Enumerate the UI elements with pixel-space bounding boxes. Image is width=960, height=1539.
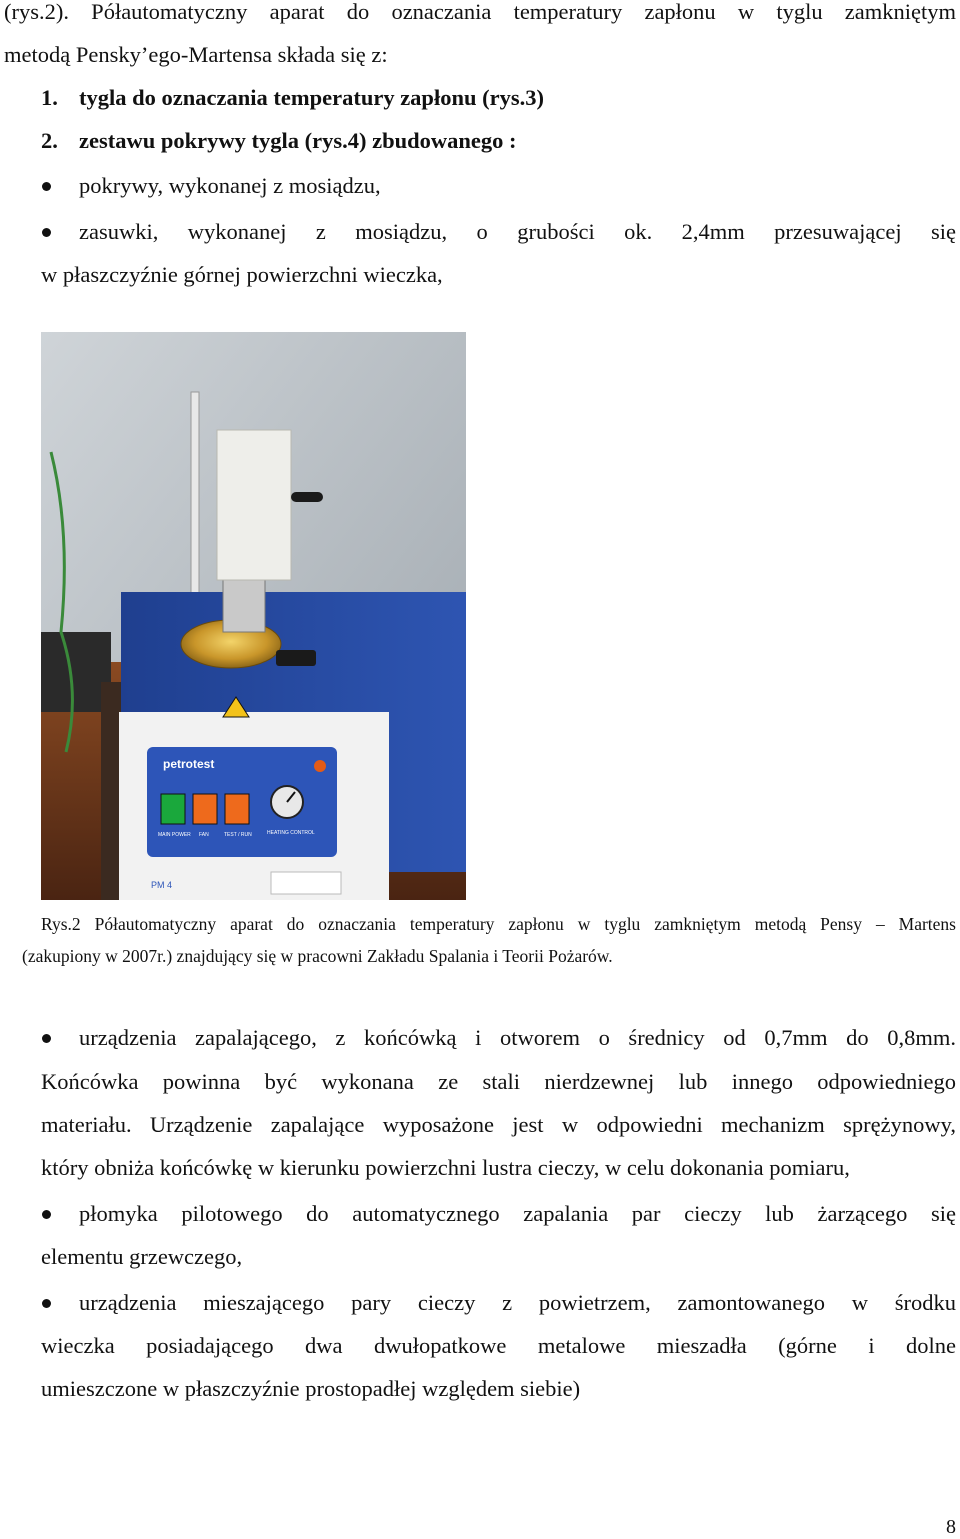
bullet-2-line-2: w płaszczyźnie górnej powierzchni wieczka,	[41, 262, 443, 287]
intro-line-2: metodą Pensky’ego-Martensa składa się z:	[4, 42, 388, 67]
bullet-dot-3	[42, 1034, 51, 1043]
apparatus-photo	[41, 332, 466, 900]
numbered-item-2-number: 2.	[41, 128, 58, 153]
bullet-5-line-1: urządzenia mieszającego pary cieczy z powietrzem, zamontowanego w środku	[79, 1290, 956, 1315]
bullet-2-line-1: zasuwki, wykonanej z mosiądzu, o grubości ok. 2,4mm przesuwającej się	[79, 219, 956, 244]
bullet-dot-5	[42, 1299, 51, 1308]
intro-line-1: (rys.2). Półautomatyczny aparat do oznaczania temperatury zapłonu w tyglu zamkniętym	[4, 0, 956, 24]
numbered-item-1-text: tygla do oznaczania temperatury zapłonu (rys.3)	[79, 85, 544, 110]
bullet-3-line-4: który obniża końcówkę w kierunku powierzchni lustra cieczy, w celu dokonania pomiaru,	[41, 1155, 850, 1180]
photo-model-text: PM 4	[151, 880, 173, 890]
bullet-dot-4	[42, 1210, 51, 1219]
photo-label-heating-control: HEATING CONTROL	[267, 830, 315, 836]
photo-brand-text: petrotest	[163, 757, 215, 771]
photo-label-main-power: MAIN POWER	[158, 832, 191, 838]
bullet-dot-1	[42, 182, 51, 191]
bullet-4-line-1: płomyka pilotowego do automatycznego zapalania par cieczy lub żarzącego się	[79, 1201, 956, 1226]
photo-caption-line-1: Rys.2 Półautomatyczny aparat do oznaczania temperatury zapłonu w tyglu zamkniętym metodą Pensy – Martens	[41, 914, 956, 934]
bullet-4-line-2: elementu grzewczego,	[41, 1244, 243, 1269]
bullet-3-line-2: Końcówka powinna być wykonana ze stali nierdzewnej lub innego odpowiedniego	[41, 1069, 956, 1094]
numbered-item-2-text: zestawu pokrywy tygla (rys.4) zbudowanego :	[79, 128, 517, 153]
numbered-item-1-number: 1.	[41, 85, 58, 110]
photo-label-test-run: TEST / RUN	[224, 832, 252, 838]
bullet-5-line-3: umieszczone w płaszczyźnie prostopadłej względem siebie)	[41, 1376, 581, 1401]
bullet-3-line-3: materiału. Urządzenie zapalające wyposażone jest w odpowiedni mechanizm sprężynowy,	[41, 1112, 956, 1137]
photo-caption-line-2: (zakupiony w 2007r.) znajdujący się w pracowni Zakładu Spalania i Teorii Pożarów.	[22, 946, 613, 966]
bullet-5-line-2: wieczka posiadającego dwa dwułopatkowe metalowe mieszadła (górne i dolne	[41, 1333, 956, 1358]
photo-label-fan: FAN	[199, 832, 209, 838]
bullet-1-text: pokrywy, wykonanej z mosiądzu,	[79, 173, 381, 198]
bullet-dot-2	[42, 228, 51, 237]
bullet-3-line-1: urządzenia zapalającego, z końcówką i otworem o średnicy od 0,7mm do 0,8mm.	[79, 1025, 956, 1050]
page-number: 8	[946, 1516, 956, 1538]
